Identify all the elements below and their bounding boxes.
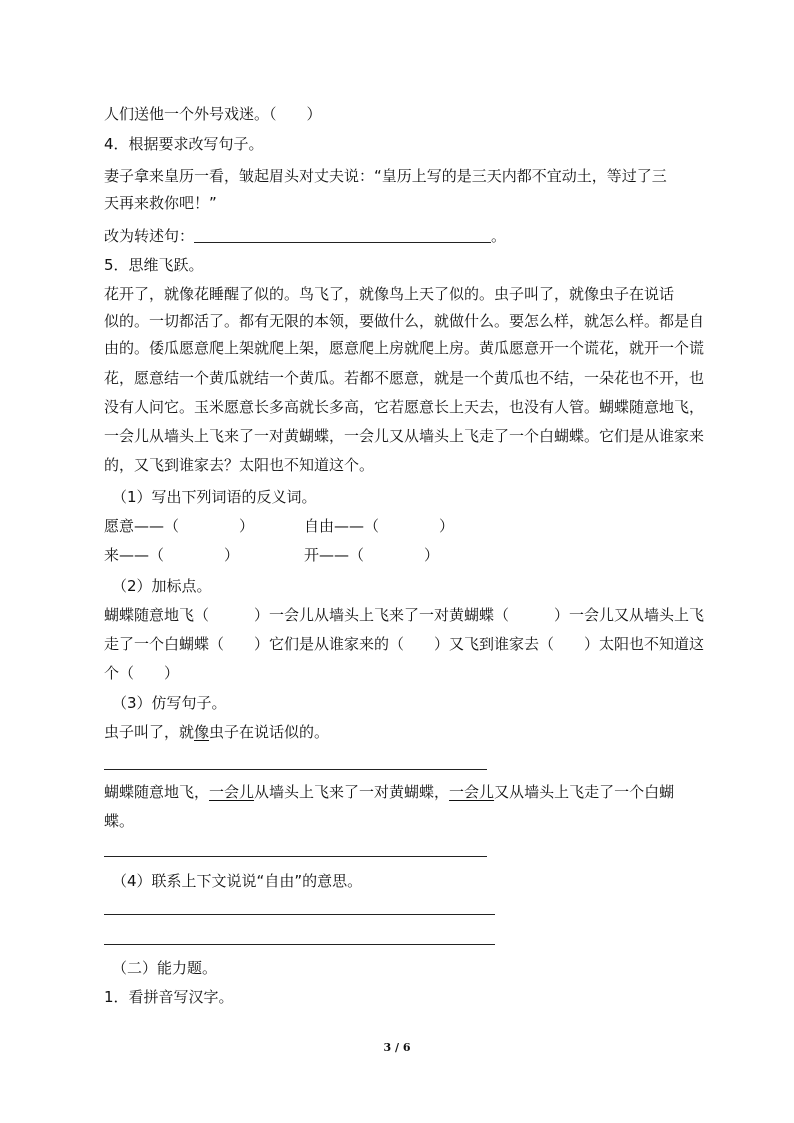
underlined-word: 一会儿 — [209, 783, 255, 801]
text: 从墙头上飞来了一对黄蝴蝶， — [254, 783, 450, 801]
passage-line: 花开了，就像花睡醒了似的。鸟飞了，就像鸟上天了似的。虫子叫了，就像虫子在说话 — [104, 285, 675, 303]
question-5-heading: 5．思维飞跃。 — [104, 256, 204, 274]
underlined-word: 一会儿 — [449, 783, 495, 801]
paragraph-line: 妻子拿来皇历一看，皱起眉头对丈夫说：“皇历上写的是三天内都不宜动土，等过了三 — [104, 167, 667, 185]
imitation-example-cont: 蝶。 — [104, 812, 135, 830]
punctuation-line: 蝴蝶随意地飞（ ）一会儿从墙头上飞来了一对黄蝴蝶（ ）一会儿又从墙头上飞 — [104, 606, 705, 624]
question-1-heading: 1．看拼音写汉字。 — [104, 988, 234, 1006]
answer-line[interactable] — [104, 769, 487, 770]
answer-blank[interactable] — [194, 228, 491, 243]
passage-line: 没有人问它。玉米愿意长多高就长多高，它若愿意长上天去，也没有人管。蝴蝶随意地飞， — [104, 398, 705, 416]
conversion-label: 改为转述句： — [104, 227, 195, 245]
text: 虫子在说话似的。 — [209, 723, 330, 741]
passage-line: 花，愿意结一个黄瓜就结一个黄瓜。若都不愿意，就是一个黄瓜也不结，一朵花也不开，也 — [104, 369, 705, 387]
period: 。 — [491, 227, 507, 245]
imitation-example — [104, 781, 674, 803]
answer-line[interactable] — [104, 914, 495, 915]
punctuation-line: 走了一个白蝴蝶（ ）它们是从谁家来的（ ）又飞到谁家去（ ）太阳也不知道这 — [104, 635, 705, 653]
antonym-item: 愿意——（ ） — [104, 517, 255, 535]
answer-line[interactable] — [104, 856, 487, 857]
passage-line: 一会儿从墙头上飞来了一对黄蝴蝶，一会儿又从墙头上飞走了一个白蝴蝶。它们是从谁家来 — [104, 427, 705, 445]
text: 虫子叫了，就 — [104, 723, 195, 741]
passage-line: 由的。倭瓜愿意爬上架就爬上架，愿意爬上房就爬上房。黄瓜愿意开一个谎花，就开一个谎 — [104, 339, 705, 357]
question-4-heading: 4．根据要求改写句子。 — [104, 135, 264, 153]
passage-line: 的，又飞到谁家去？太阳也不知道这个。 — [104, 456, 375, 474]
underlined-word: 像 — [194, 723, 210, 741]
sub-question-4: （4）联系上下文说说“自由”的意思。 — [112, 872, 363, 890]
question-line: 人们送他一个外号戏迷。（ ） — [104, 105, 322, 123]
text: 蝴蝶随意地飞， — [104, 783, 210, 801]
conversion-line — [104, 225, 506, 247]
sub-question-3: （3）仿写句子。 — [112, 694, 227, 712]
antonym-item: 来——（ ） — [104, 546, 240, 564]
section-heading: （二）能力题。 — [112, 959, 218, 977]
text: 又从墙头上飞走了一个白蝴 — [494, 783, 675, 801]
antonym-item: 自由——（ ） — [304, 517, 455, 535]
punctuation-line: 个（ ） — [104, 664, 180, 682]
passage-line: 似的。一切都活了。都有无限的本领，要做什么，就做什么。要怎么样，就怎么样。都是自 — [104, 312, 705, 330]
paragraph-line: 天再来救你吧！” — [104, 194, 217, 212]
sub-question-2: （2）加标点。 — [112, 577, 212, 595]
page-number: 3 / 6 — [383, 1041, 411, 1054]
antonym-item: 开——（ ） — [304, 546, 440, 564]
answer-line[interactable] — [104, 944, 495, 945]
imitation-example — [104, 721, 329, 743]
sub-question-1: （1）写出下列词语的反义词。 — [112, 488, 317, 506]
